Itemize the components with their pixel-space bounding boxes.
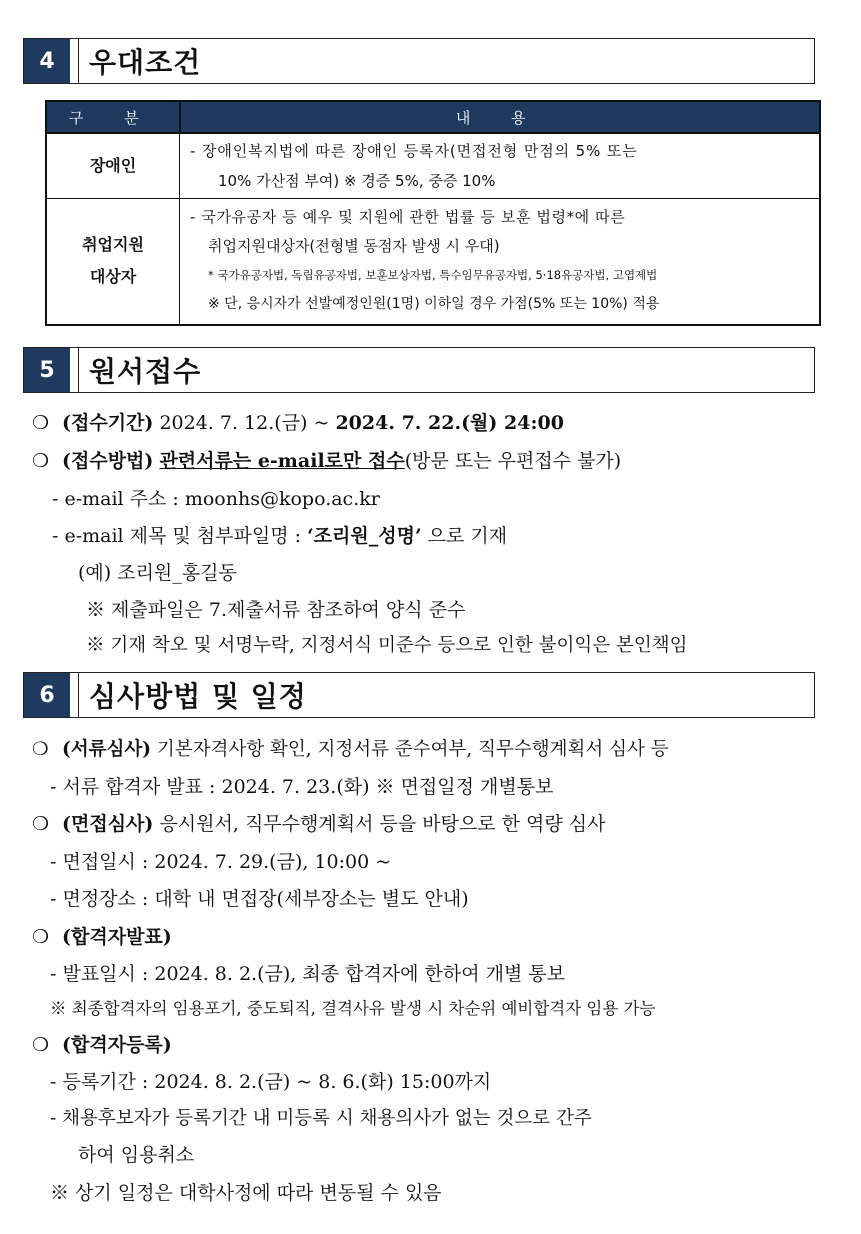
note: ※ 최종합격자의 임용포기, 중도퇴직, 결격사유 발생 시 차순위 예비합격자 임용 가능 xyxy=(50,999,656,1018)
table-cell-category xyxy=(46,199,180,325)
registration-note: - 채용후보자가 등록기간 내 미등록 시 채용의사가 없는 것으로 간주 xyxy=(50,1108,592,1129)
section-number: 6 xyxy=(24,673,70,717)
circle-bullet-icon: ❍ xyxy=(32,1034,50,1056)
table-row xyxy=(46,199,820,325)
application-method xyxy=(32,446,621,473)
label: (합격자발표) xyxy=(62,926,172,948)
deadline: 2024. 7. 22.(월) 24:00 xyxy=(335,412,564,434)
table-header-category: 구 분 xyxy=(46,101,180,133)
category-line: 취업지원 xyxy=(82,235,144,255)
table-header-content: 내 용 xyxy=(180,101,821,133)
interview-date: - 면접일시 : 2024. 7. 29.(금), 10:00 ~ xyxy=(50,851,392,873)
section-6-header xyxy=(23,672,815,718)
text: (방문 또는 우편접수 불가) xyxy=(404,450,622,472)
text: 기본자격사항 확인, 지정서류 준수여부, 직무수행계획서 심사 등 xyxy=(151,739,669,760)
table-cell-content xyxy=(180,133,821,199)
label: (합격자등록) xyxy=(62,1034,172,1056)
circle-bullet-icon: ❍ xyxy=(32,813,50,835)
registration-note-cont: 하여 임용취소 xyxy=(78,1144,195,1166)
table-cell-content xyxy=(180,199,821,325)
text: 2024. 7. 12.(금) ~ xyxy=(153,412,336,434)
announcement-date: - 발표일시 : 2024. 8. 2.(금), 최종 합격자에 한하여 개별 통보 xyxy=(50,963,566,985)
table-header-row xyxy=(46,101,820,133)
preference-table xyxy=(45,100,821,326)
label: (접수기간) xyxy=(62,412,154,434)
result-announcement xyxy=(32,922,172,949)
content-line: 10% 가산점 부여) ※ 경증 5%, 중증 10% xyxy=(218,172,496,190)
table-row xyxy=(46,133,820,199)
content-line: - 국가유공자 등 예우 및 지원에 관한 법률 등 보훈 법령*에 따른 xyxy=(190,208,626,227)
section-number: 4 xyxy=(24,39,70,83)
circle-bullet-icon: ❍ xyxy=(32,412,50,434)
section-5-header xyxy=(23,347,815,393)
note: ※ 기재 착오 및 서명누락, 지정서식 미준수 등으로 인한 불이익은 본인책임 xyxy=(86,635,688,656)
label: (접수방법) xyxy=(62,450,154,472)
content-line: - 장애인복지법에 따른 장애인 등록자(면접전형 만점의 5% 또는 xyxy=(190,142,638,160)
email-address: - e-mail 주소 : moonhs@kopo.ac.kr xyxy=(52,488,380,510)
section-title: 우대조건 xyxy=(78,39,814,83)
note: ※ 제출파일은 7.제출서류 참조하여 양식 준수 xyxy=(86,599,466,621)
emphasis: 관련서류는 e-mail로만 접수 xyxy=(159,450,405,472)
section-number: 5 xyxy=(24,348,70,392)
label: (서류심사) xyxy=(62,739,151,760)
emphasis: ‘조리원_성명’ xyxy=(307,525,422,547)
registration xyxy=(32,1030,172,1057)
interview-screening xyxy=(32,809,606,836)
email-subject xyxy=(52,521,507,548)
registration-period: - 등록기간 : 2024. 8. 2.(금) ~ 8. 6.(화) 15:00까지 xyxy=(50,1071,492,1093)
circle-bullet-icon: ❍ xyxy=(32,926,50,948)
table-cell-category: 장애인 xyxy=(46,133,180,199)
interview-place: - 면정장소 : 대학 내 면접장(세부장소는 별도 안내) xyxy=(50,888,469,910)
category-line: 대상자 xyxy=(89,267,137,287)
text: 으로 기재 xyxy=(421,525,508,547)
footnote: * 국가유공자법, 독립유공자법, 보훈보상자법, 특수임무유공자법, 5·18유공자법, 고엽제법 xyxy=(208,268,658,283)
document-result: - 서류 합격자 발표 : 2024. 7. 23.(화) ※ 면접일정 개별통보 xyxy=(50,776,554,798)
circle-bullet-icon: ❍ xyxy=(32,739,49,760)
section-title: 심사방법 및 일정 xyxy=(78,673,814,717)
label: (면접심사) xyxy=(62,813,154,835)
document-screening xyxy=(32,735,669,761)
application-period xyxy=(32,408,564,435)
text: - e-mail 제목 및 첨부파일명 : xyxy=(52,525,308,547)
section-title: 원서접수 xyxy=(78,348,814,392)
text: 응시원서, 직무수행계획서 등을 바탕으로 한 역량 심사 xyxy=(153,813,606,835)
content-line: 취업지원대상자(전형별 동점자 발생 시 우대) xyxy=(208,237,500,256)
example: (예) 조리원_홍길동 xyxy=(78,562,237,584)
section-4-header xyxy=(23,38,815,84)
circle-bullet-icon: ❍ xyxy=(32,450,50,472)
content-line: ※ 단, 응시자가 선발예정인원(1명) 이하일 경우 가점(5% 또는 10%) 적용 xyxy=(208,296,660,313)
note: ※ 상기 일정은 대학사정에 따라 변동될 수 있음 xyxy=(50,1182,442,1204)
